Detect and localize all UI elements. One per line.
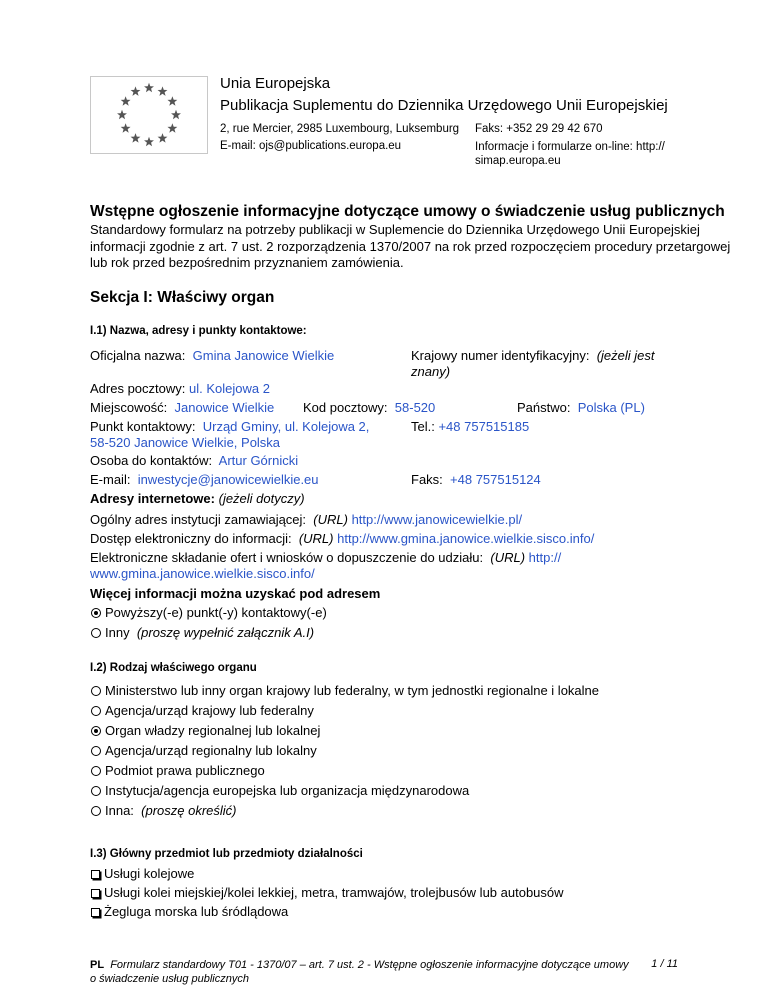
radio-unselected-icon[interactable] bbox=[91, 686, 101, 696]
activity-option[interactable] bbox=[90, 866, 194, 881]
esubmission-link-1[interactable]: http:// bbox=[528, 550, 562, 565]
authority-option-label: Agencja/urząd regionalny lub lokalny bbox=[105, 743, 317, 758]
radio-unselected-icon[interactable] bbox=[91, 706, 101, 716]
postcode-row bbox=[303, 400, 435, 415]
activity-option-label: Usługi kolei miejskiej/kolei lekkiej, metra, tramwajów, trolejbusów lub autobusów bbox=[104, 885, 564, 900]
country-row bbox=[517, 400, 645, 415]
star-icon bbox=[167, 96, 177, 105]
activity-option[interactable] bbox=[90, 885, 564, 900]
star-icon bbox=[144, 83, 154, 92]
checkbox-icon[interactable] bbox=[91, 889, 100, 898]
esubmission-link-2[interactable]: www.gmina.janowice.wielkie.sisco.info/ bbox=[90, 566, 315, 581]
star-icon bbox=[144, 137, 154, 146]
authority-option-label: Ministerstwo lub inny organ krajowy lub federalny, w tym jednostki regionalne i lokalne bbox=[105, 683, 599, 698]
fax-value: +48 757515124 bbox=[450, 472, 541, 487]
national-id-note: (jeżeli jest znany) bbox=[411, 348, 655, 379]
radio-unselected-icon[interactable] bbox=[91, 786, 101, 796]
internet-addresses-row bbox=[90, 491, 305, 506]
url-tag: (URL) bbox=[313, 512, 348, 527]
tel-label: Tel.: bbox=[411, 419, 435, 434]
more-info-option-1-label: Powyższy(-e) punkt(-y) kontaktowy(-e) bbox=[105, 605, 327, 620]
official-name-label: Oficjalna nazwa: bbox=[90, 348, 186, 363]
more-info-heading: Więcej informacji można uzyskać pod adresem bbox=[90, 586, 381, 601]
header-online-info: Informacje i formularze on-line: http:// simap.europa.eu bbox=[475, 141, 665, 167]
internet-label: Adresy internetowe: bbox=[90, 491, 215, 506]
email-value[interactable]: inwestycje@janowicewielkie.eu bbox=[137, 472, 319, 487]
document-title: Wstępne ogłoszenie informacyjne dotyczące umowy o świadczenie usług publicznych bbox=[90, 203, 725, 220]
star-icon bbox=[121, 96, 131, 105]
town-row bbox=[90, 400, 274, 415]
intro-text: Standardowy formularz na potrzeby publikacji w Suplemencie do Dziennika Urzędowego Unii Europejskiej informacji zgodnie z art. 7 ust. 2 rozporządzenia 1370/2007 na rok przed rozpoczęciem procedury przetargowej lub rok przed bezpośrednim przyznaniem zamówienia. bbox=[90, 222, 731, 270]
authority-option[interactable] bbox=[90, 723, 320, 738]
radio-unselected-icon[interactable] bbox=[91, 746, 101, 756]
radio-unselected-icon[interactable] bbox=[91, 806, 101, 816]
eu-stars-icon bbox=[91, 77, 207, 153]
contact-line1: Urząd Gminy, ul. Kolejowa 2, bbox=[202, 419, 370, 434]
postal-label: Adres pocztowy: bbox=[90, 381, 186, 396]
authority-option[interactable] bbox=[90, 703, 314, 718]
star-icon bbox=[131, 86, 141, 95]
authority-option[interactable] bbox=[90, 783, 469, 798]
tel-row bbox=[411, 419, 529, 434]
url-tag: (URL) bbox=[298, 531, 334, 546]
more-info-option-2-label: Inny bbox=[105, 625, 130, 640]
email-label: E-mail: bbox=[90, 472, 131, 487]
town-label: Miejscowość: bbox=[90, 400, 168, 415]
i3-heading: I.3) Główny przedmiot lub przedmioty działalności bbox=[90, 848, 363, 860]
footer-form-title-1: Formularz standardowy T01 - 1370/07 – art. 7 ust. 2 - Wstępne ogłoszenie informacyjne dotyczące umowy bbox=[110, 959, 629, 971]
contact-label: Punkt kontaktowy: bbox=[90, 419, 196, 434]
town-value: Janowice Wielkie bbox=[174, 400, 275, 415]
star-icon bbox=[121, 123, 131, 132]
star-icon bbox=[167, 123, 177, 132]
star-icon bbox=[131, 133, 141, 142]
general-address-row bbox=[90, 512, 522, 527]
authority-option[interactable] bbox=[90, 743, 317, 758]
page-number: 1 / 11 bbox=[651, 958, 678, 970]
authority-option[interactable] bbox=[90, 763, 265, 778]
authority-option-label: Inna: bbox=[105, 803, 134, 818]
i2-heading: I.2) Rodzaj właściwego organu bbox=[90, 662, 257, 674]
official-name-row bbox=[90, 348, 334, 363]
buyer-profile-label: Dostęp elektroniczny do informacji: bbox=[90, 531, 292, 546]
radio-unselected-icon[interactable] bbox=[91, 628, 101, 638]
country-label: Państwo: bbox=[517, 400, 571, 415]
tel-value: +48 757515185 bbox=[438, 419, 530, 434]
authority-option-label: Instytucja/agencja europejska lub organizacja międzynarodowa bbox=[105, 783, 470, 798]
header-address: 2, rue Mercier, 2985 Luxembourg, Luksemburg bbox=[220, 123, 460, 135]
activity-option[interactable] bbox=[90, 904, 288, 919]
activity-option-label: Żegluga morska lub śródlądowa bbox=[104, 904, 289, 919]
radio-selected-icon[interactable] bbox=[91, 726, 101, 736]
attention-label: Osoba do kontaktów: bbox=[90, 453, 213, 468]
buyer-profile-row bbox=[90, 531, 594, 546]
authority-option-label: Agencja/urząd krajowy lub federalny bbox=[105, 703, 314, 718]
buyer-profile-link[interactable]: http://www.gmina.janowice.wielkie.sisco.info/ bbox=[337, 531, 595, 546]
internet-note: (jeżeli dotyczy) bbox=[218, 491, 305, 506]
checkbox-icon[interactable] bbox=[91, 870, 100, 879]
activity-option-label: Usługi kolejowe bbox=[104, 866, 195, 881]
contact-point-row bbox=[90, 419, 369, 451]
header-subtitle: Publikacja Suplementu do Dziennika Urzędowego Unii Europejskiej bbox=[220, 97, 668, 114]
general-address-label: Ogólny adres instytucji zamawiającej: bbox=[90, 512, 307, 527]
contact-line2: 58-520 Janowice Wielkie, Polska bbox=[90, 435, 281, 450]
section-title: Sekcja I: Właściwy organ bbox=[90, 289, 275, 306]
radio-unselected-icon[interactable] bbox=[91, 766, 101, 776]
footer-text bbox=[90, 958, 670, 986]
star-icon bbox=[158, 86, 168, 95]
authority-option-label: Organ władzy regionalnej lub lokalnej bbox=[105, 723, 321, 738]
header-email: E-mail: ojs@publications.europa.eu bbox=[220, 140, 402, 152]
star-icon bbox=[171, 110, 181, 119]
esubmission-label: Elektroniczne składanie ofert i wniosków o dopuszczenie do udziału: bbox=[90, 550, 484, 565]
star-icon bbox=[158, 133, 168, 142]
i1-heading: I.1) Nazwa, adresy i punkty kontaktowe: bbox=[90, 325, 307, 337]
eu-flag-logo bbox=[90, 76, 208, 154]
official-name-value: Gmina Janowice Wielkie bbox=[192, 348, 335, 363]
email-row bbox=[90, 472, 319, 487]
more-info-option-2-note: (proszę wypełnić załącznik A.I) bbox=[136, 625, 315, 640]
header-fax: Faks: +352 29 29 42 670 bbox=[475, 123, 603, 135]
postal-value: ul. Kolejowa 2 bbox=[189, 381, 270, 396]
postal-address-row bbox=[90, 381, 270, 396]
general-address-link[interactable]: http://www.janowicewielkie.pl/ bbox=[351, 512, 523, 527]
authority-option[interactable] bbox=[90, 803, 237, 818]
authority-other-note: (proszę określić) bbox=[141, 803, 237, 818]
checkbox-icon[interactable] bbox=[91, 908, 100, 917]
fax-label: Faks: bbox=[411, 472, 443, 487]
footer-form-title-2: o świadczenie usług publicznych bbox=[90, 973, 249, 985]
more-info-option-1[interactable] bbox=[90, 605, 327, 620]
postcode-label: Kod pocztowy: bbox=[303, 400, 388, 415]
national-id-label: Krajowy numer identyfikacyjny: bbox=[411, 348, 590, 363]
radio-selected-icon[interactable] bbox=[91, 608, 101, 618]
postcode-value: 58-520 bbox=[394, 400, 436, 415]
national-id-row bbox=[411, 348, 671, 380]
attention-value: Artur Górnicki bbox=[218, 453, 299, 468]
authority-option-label: Podmiot prawa publicznego bbox=[105, 763, 265, 778]
attention-row bbox=[90, 453, 298, 468]
star-icon bbox=[117, 110, 127, 119]
more-info-option-2[interactable] bbox=[90, 625, 314, 640]
country-value: Polska (PL) bbox=[577, 400, 645, 415]
fax-row bbox=[411, 472, 541, 487]
esubmission-row bbox=[90, 550, 750, 582]
footer-lang: PL bbox=[90, 959, 105, 971]
url-tag: (URL) bbox=[490, 550, 526, 565]
authority-option[interactable] bbox=[90, 683, 599, 698]
header-title: Unia Europejska bbox=[220, 75, 331, 92]
